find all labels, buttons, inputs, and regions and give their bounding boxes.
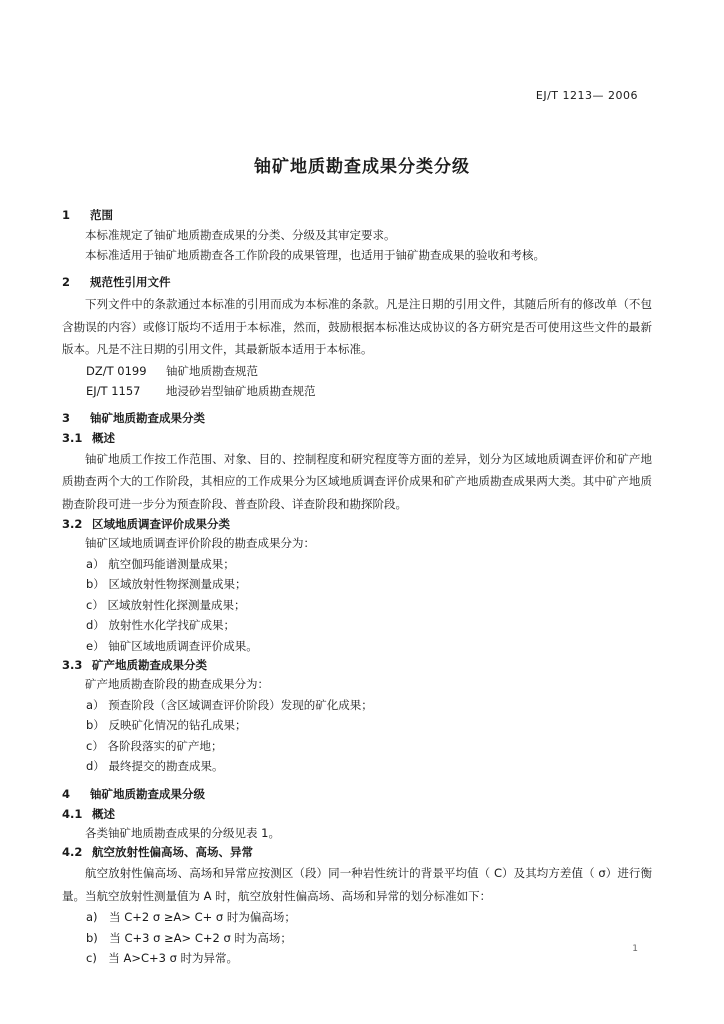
page-number: 1 (632, 944, 638, 954)
paragraph: 铀矿区域地质调查评价阶段的勘查成果分为： (85, 536, 315, 550)
section-title: 范围 (90, 208, 113, 222)
paragraph: 本标准规定了铀矿地质勘查成果的分类、分级及其审定要求。 (85, 228, 396, 242)
subsection-4-1-heading (62, 805, 652, 824)
list-item: a） 预查阶段（含区域调查评价阶段）发现的矿化成果； (86, 697, 373, 712)
subsection-4-2-heading (62, 843, 652, 862)
section-title: 规范性引用文件 (90, 275, 171, 289)
section-title: 铀矿地质勘查成果分级 (90, 786, 205, 801)
section-number: 4 (62, 786, 71, 801)
subsection-title: 概述 (92, 430, 115, 445)
paragraph: 下列文件中的条款通过本标准的引用而成为本标准的条款。凡是注日期的引用文件，其随后所有的修改单（不包含勘误的内容）或修订版均不适用于本标准，然而，鼓励根据本标准达成协议的各方研究是否可使用这些文件的最新版本。凡是不注日期的引用文件，其最新版本适用于本标准。 (62, 297, 652, 356)
list-item: c） 区域放射性化探测量成果； (86, 597, 246, 612)
subsection-title: 航空放射性偏高场、高场、异常 (92, 845, 253, 859)
subsection-number: 3.3 (62, 658, 83, 672)
section-3-heading (62, 408, 652, 429)
subsection-title: 矿产地质勘查成果分类 (92, 658, 207, 672)
reference-code: EJ/T 1157 (86, 383, 141, 398)
subsection-number: 4.1 (62, 806, 83, 821)
list-item: b） 区域放射性物探测量成果； (86, 577, 247, 591)
subsection-3-2-heading (62, 515, 652, 534)
list-item: d） 放射性水化学找矿成果； (86, 618, 235, 632)
subsection-number: 4.2 (62, 845, 83, 859)
subsection-title: 区域地质调查评价成果分类 (92, 517, 230, 531)
section-2-heading (62, 272, 652, 293)
list-item: c） 各阶段落实的矿产地； (86, 738, 223, 753)
reference-code: DZ/T 0199 (86, 363, 147, 378)
list-item: a) 当 C+2 σ ≥A> C+ σ 时为偏高场； (86, 910, 296, 924)
section-4-heading (62, 784, 652, 805)
paragraph: 各类铀矿地质勘查成果的分级见表 1。 (85, 825, 280, 840)
list-item: e） 铀矿区域地质调查评价成果。 (86, 638, 258, 653)
reference-item (62, 381, 652, 401)
paragraph: 本标准适用于铀矿地质勘查各工作阶段的成果管理，也适用于铀矿勘查成果的验收和考核。 (85, 247, 545, 262)
standard-code: EJ/T 1213— 2006 (535, 89, 638, 102)
section-number: 3 (62, 410, 71, 425)
list-item: d） 最终提交的勘查成果。 (86, 759, 224, 773)
section-number: 1 (62, 208, 71, 222)
reference-name: 地浸砂岩型铀矿地质勘查规范 (166, 383, 316, 398)
subsection-number: 3.2 (62, 517, 83, 531)
list-item: c) 当 A>C+3 σ 时为异常。 (86, 951, 239, 965)
paragraph: 航空放射性偏高场、高场和异常应按测区（段）同一种岩性统计的背景平均值（ C）及其均方差值（ σ）进行衡量。当航空放射性测量值为 A 时，航空放射性偏高场、高场和异常的划分标准如下： (62, 866, 652, 903)
subsection-title: 概述 (92, 806, 115, 821)
reference-item (62, 361, 652, 381)
paragraph: 铀矿地质工作按工作范围、对象、目的、控制程度和研究程度等方面的差异，划分为区域地质调查评价和矿产地质勘查两个大的工作阶段，其相应的工作成果分为区域地质调查评价成果和矿产地质勘查成果两大类。其中矿产地质勘查阶段可进一步分为预查阶段、普查阶段、详查阶段和勘探阶段。 (62, 451, 652, 511)
section-number: 2 (62, 275, 71, 289)
subsection-3-1-heading (62, 429, 652, 448)
list-item: a） 航空伽玛能谱测量成果； (86, 556, 235, 571)
reference-name: 铀矿地质勘查规范 (166, 363, 258, 378)
document-title: 铀矿地质勘查成果分类分级 (254, 157, 470, 177)
section-1-heading (62, 205, 652, 226)
paragraph: 矿产地质勘查阶段的勘查成果分为： (85, 677, 269, 691)
list-item: b） 反映矿化情况的钻孔成果； (86, 718, 247, 732)
section-title: 铀矿地质勘查成果分类 (90, 410, 205, 425)
document-body (62, 205, 652, 969)
subsection-3-3-heading (62, 656, 652, 675)
subsection-number: 3.1 (62, 430, 83, 445)
list-item: b) 当 C+3 σ ≥A> C+2 σ 时为高场； (86, 930, 292, 945)
